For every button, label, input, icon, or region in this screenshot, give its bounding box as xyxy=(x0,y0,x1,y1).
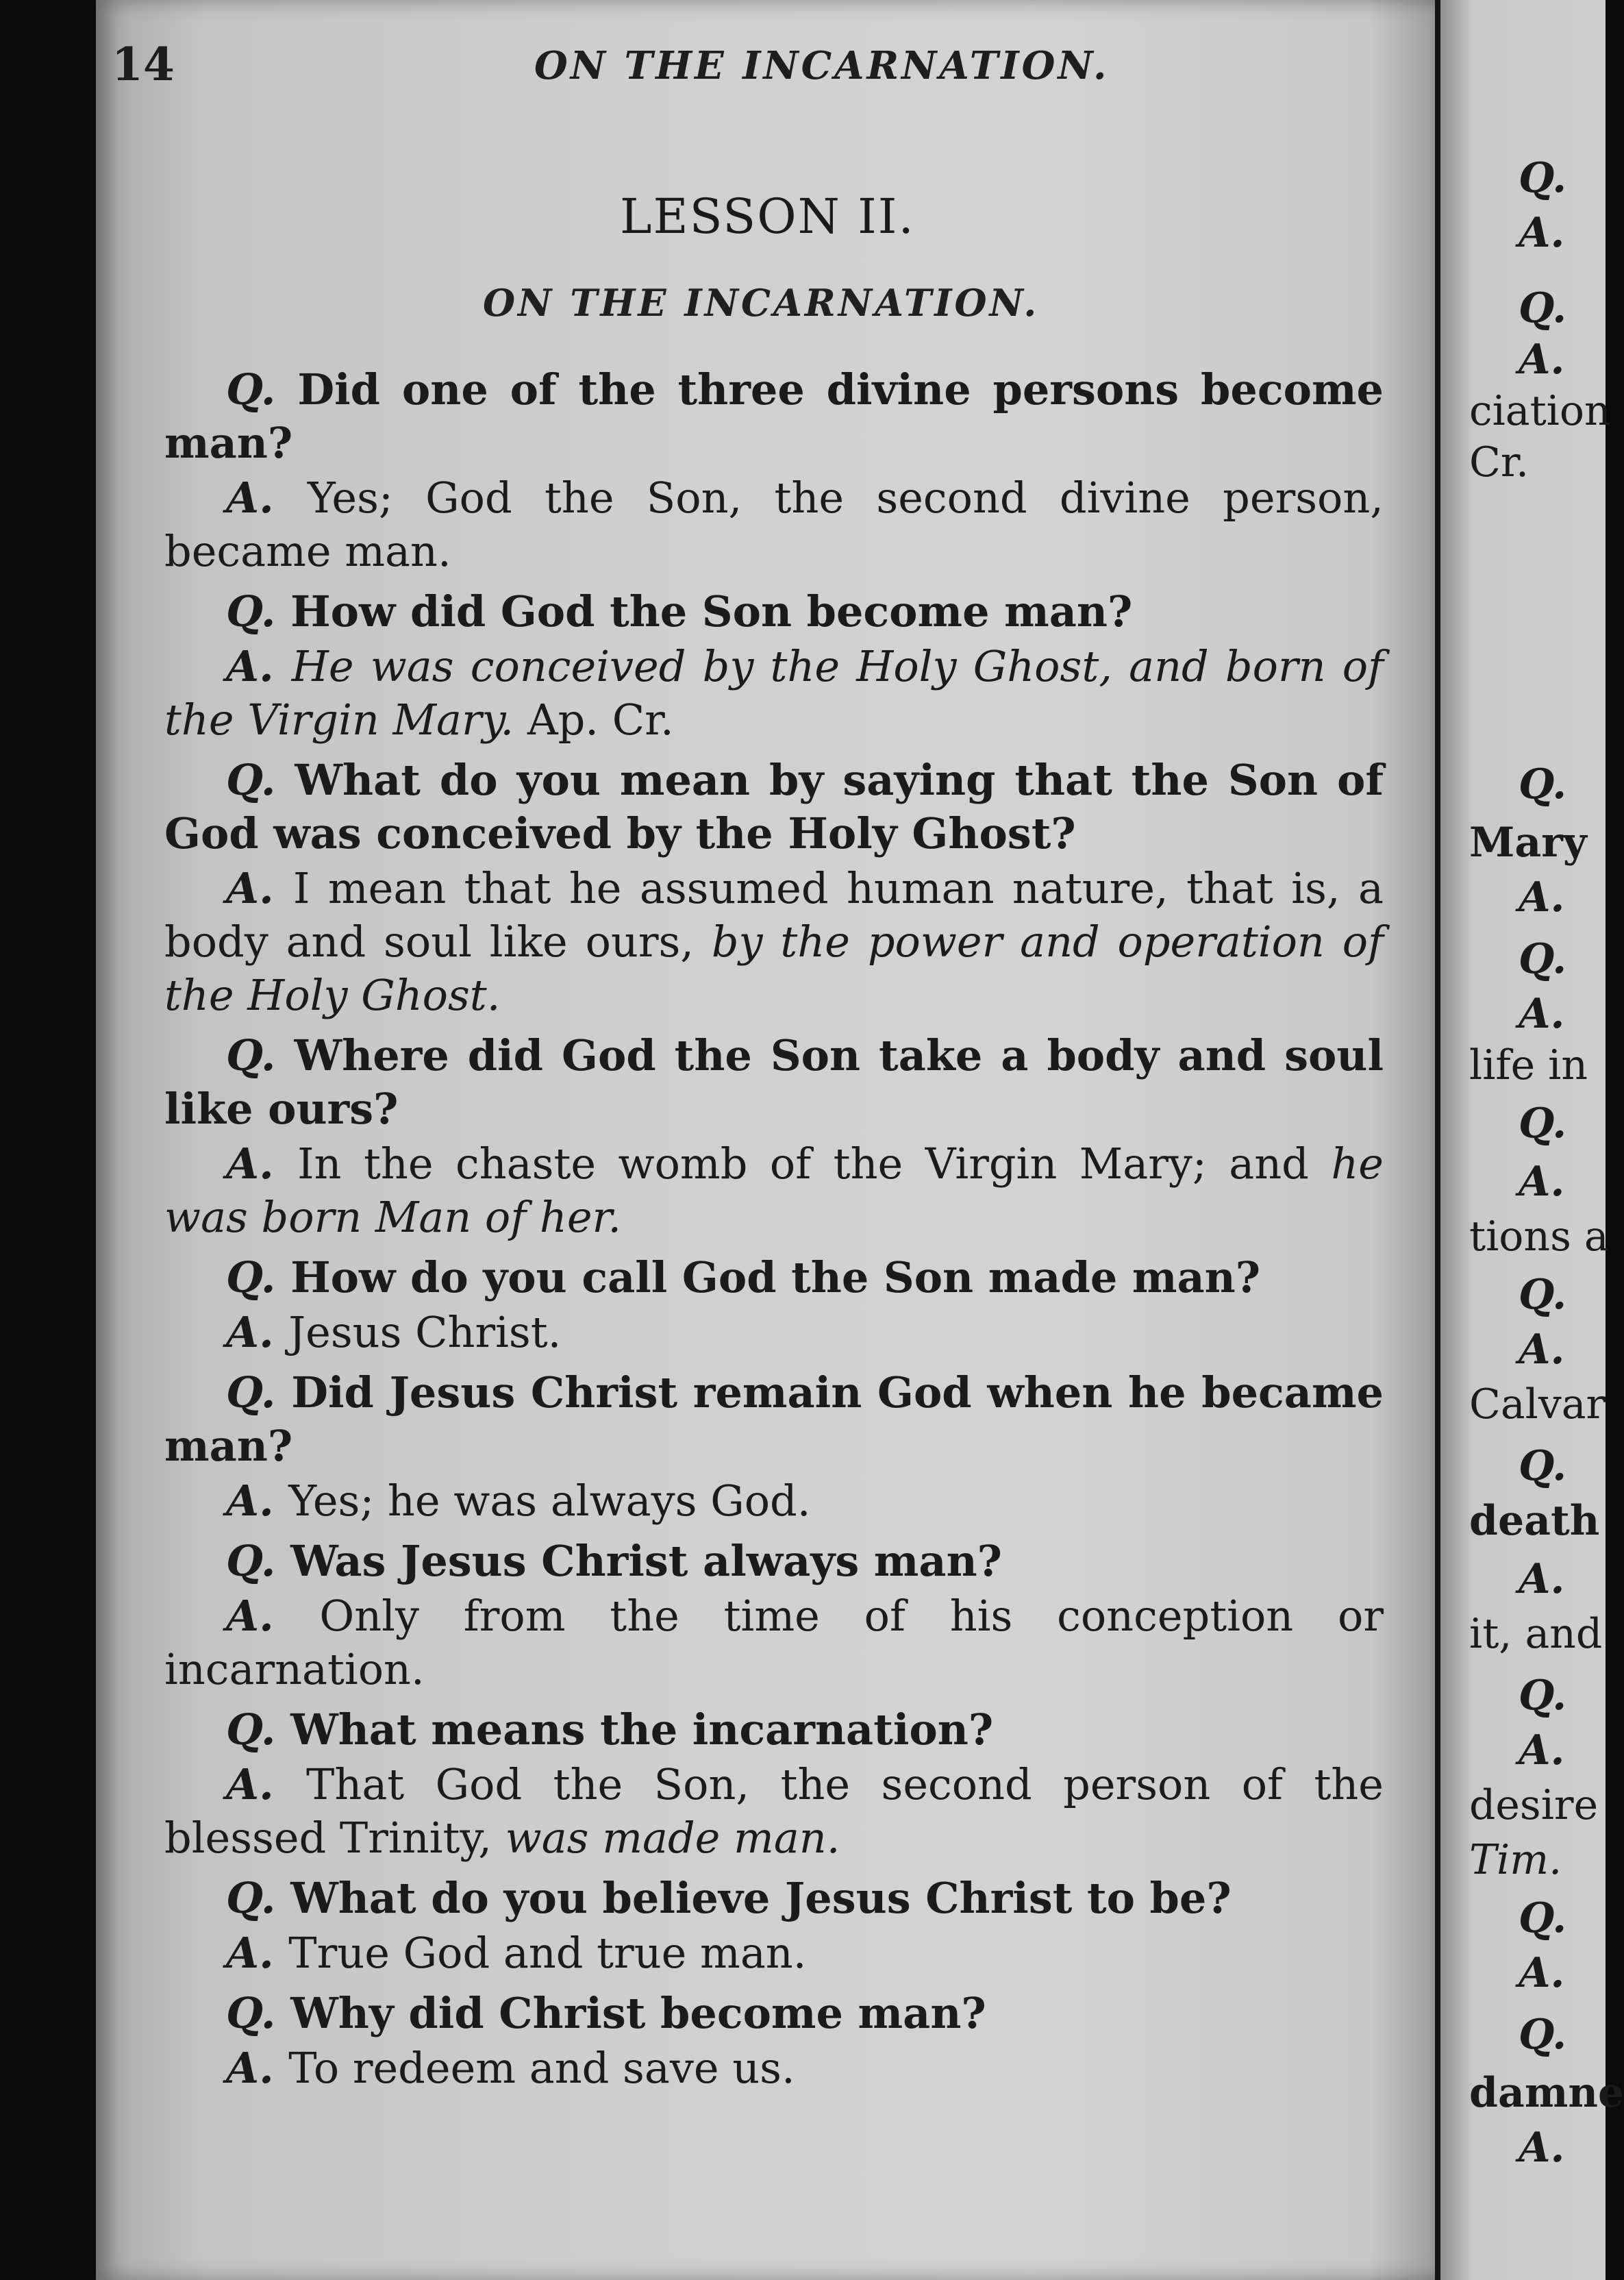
paragraph-text: Only from the time of his conception or incarnation. xyxy=(164,1591,1384,1694)
lesson-title: LESSON II. xyxy=(620,188,915,245)
paragraph-text: Did one of the three divine persons become man? xyxy=(164,364,1384,468)
right-page-fragment: Q. xyxy=(1519,760,1567,808)
right-page-fragment: Calvar xyxy=(1469,1380,1606,1428)
answer-label: A. xyxy=(226,2043,289,2093)
answer-label: A. xyxy=(226,1307,289,1357)
lesson-subtitle: ON THE INCARNATION. xyxy=(483,281,1040,325)
right-page-fragment: ciation xyxy=(1469,387,1611,435)
paragraph-text: True God and true man. xyxy=(288,1928,807,1978)
paragraph-text: How did God the Son become man? xyxy=(290,586,1133,636)
paragraph-text: What means the incarnation? xyxy=(290,1705,994,1755)
answer-paragraph xyxy=(164,1474,1384,1528)
paragraph-italic-text: he was born Man of her. xyxy=(164,1139,1384,1242)
right-page-fragment: Cr. xyxy=(1469,438,1529,486)
question-label: Q. xyxy=(226,755,295,805)
answer-label: A. xyxy=(226,1139,298,1189)
answer-label: A. xyxy=(226,1759,307,1809)
question-label: Q. xyxy=(226,1367,292,1417)
right-page-fragment: Q. xyxy=(1519,1271,1567,1319)
right-page-fragment: life in xyxy=(1469,1041,1588,1089)
right-page-fragment: A. xyxy=(1519,1158,1565,1206)
question-paragraph xyxy=(164,363,1384,470)
right-page-fragment: A. xyxy=(1519,873,1565,921)
right-page-fragment: damne xyxy=(1469,2069,1624,2117)
right-page-fragment: Q. xyxy=(1519,2011,1567,2059)
question-label: Q. xyxy=(226,1252,291,1302)
answer-paragraph xyxy=(164,1589,1384,1696)
right-page-column xyxy=(1469,0,1624,2280)
question-label: Q. xyxy=(226,1030,295,1080)
page-header xyxy=(0,38,1606,99)
running-title: ON THE INCARNATION. xyxy=(534,43,1110,88)
catechism-text xyxy=(164,356,1384,2096)
paragraph-text: Yes; he was always God. xyxy=(288,1476,811,1526)
paragraph-text: Was Jesus Christ always man? xyxy=(290,1536,1002,1586)
paragraph-text: Jesus Christ. xyxy=(288,1307,562,1357)
question-paragraph xyxy=(164,1251,1384,1304)
paragraph-text: Why did Christ become man? xyxy=(290,1988,986,2038)
question-label: Q. xyxy=(226,586,291,636)
answer-paragraph xyxy=(164,862,1384,1022)
right-page-fragment: A. xyxy=(1519,209,1565,257)
answer-paragraph xyxy=(164,1926,1384,1980)
answer-paragraph xyxy=(164,1758,1384,1865)
paragraph-text: That God the Son, the second person of the blessed Trinity, xyxy=(164,1759,1384,1863)
right-page-fragment: Mary xyxy=(1469,819,1587,867)
question-label: Q. xyxy=(226,1705,291,1755)
paragraph-text: Did Jesus Christ remain God when he became man? xyxy=(164,1367,1384,1471)
page-number: 14 xyxy=(112,38,175,91)
right-page-fragment: Q. xyxy=(1519,284,1567,332)
right-page-fragment: A. xyxy=(1519,990,1565,1038)
paragraph-text: What do you mean by saying that the Son of God was conceived by the Holy Ghost? xyxy=(164,755,1384,858)
paragraph-text: I mean that he assumed human nature, that is, a body and soul like ours, xyxy=(164,863,1384,967)
right-page-fragment: Q. xyxy=(1519,935,1567,983)
answer-paragraph xyxy=(164,640,1384,747)
right-page-fragment: Q. xyxy=(1519,154,1567,202)
question-paragraph xyxy=(164,1987,1384,2040)
right-page-fragment: A. xyxy=(1519,336,1565,384)
answer-label: A. xyxy=(226,473,308,523)
question-paragraph xyxy=(164,1029,1384,1136)
paragraph-italic-text: by the power and operation of the Holy Ghost. xyxy=(164,917,1384,1020)
paragraph-text: Where did God the Son take a body and soul like ours? xyxy=(164,1030,1384,1134)
question-label: Q. xyxy=(226,1873,291,1923)
question-label: Q. xyxy=(226,1988,291,2038)
question-label: Q. xyxy=(226,1536,291,1586)
question-label: Q. xyxy=(226,364,298,414)
right-page-fragment: Q. xyxy=(1519,1894,1567,1942)
answer-label: A. xyxy=(226,1591,320,1641)
paragraph-italic-text: He was conceived by the Holy Ghost, and born of the Virgin Mary. xyxy=(164,641,1384,745)
right-page-fragment: A. xyxy=(1519,2124,1565,2172)
right-page-fragment: Q. xyxy=(1519,1672,1567,1720)
paragraph-text: Yes; God the Son, the second divine person, became man. xyxy=(164,473,1384,576)
paragraph-text: In the chaste womb of the Virgin Mary; and xyxy=(297,1139,1332,1189)
answer-paragraph xyxy=(164,1306,1384,1359)
question-paragraph xyxy=(164,754,1384,860)
paragraph-italic-text: was made man. xyxy=(505,1813,840,1863)
question-paragraph xyxy=(164,1872,1384,1925)
answer-paragraph xyxy=(164,1137,1384,1244)
paragraph-text: What do you believe Jesus Christ to be? xyxy=(290,1873,1232,1923)
answer-paragraph xyxy=(164,2042,1384,2095)
right-page-fragment: Q. xyxy=(1519,1100,1567,1148)
right-page-fragment: it, and xyxy=(1469,1610,1603,1658)
paragraph-reference: Ap. Cr. xyxy=(514,695,674,745)
question-paragraph xyxy=(164,585,1384,639)
answer-paragraph xyxy=(164,471,1384,578)
question-paragraph xyxy=(164,1366,1384,1473)
right-page-fragment: tions a xyxy=(1469,1213,1609,1261)
right-page-fragment: A. xyxy=(1519,1726,1565,1774)
answer-label: A. xyxy=(226,641,292,691)
answer-label: A. xyxy=(226,1476,289,1526)
question-paragraph xyxy=(164,1535,1384,1588)
right-page-fragment: Tim. xyxy=(1469,1836,1562,1884)
right-page-fragment: death xyxy=(1469,1497,1600,1545)
answer-label: A. xyxy=(226,863,293,913)
right-page-fragment: A. xyxy=(1519,1949,1565,1997)
right-page-fragment: A. xyxy=(1519,1326,1565,1374)
question-paragraph xyxy=(164,1703,1384,1757)
right-page-fragment: A. xyxy=(1519,1555,1565,1603)
paragraph-text: How do you call God the Son made man? xyxy=(290,1252,1261,1302)
paragraph-text: To redeem and save us. xyxy=(288,2043,795,2093)
answer-label: A. xyxy=(226,1928,289,1978)
right-page-fragment: Q. xyxy=(1519,1442,1567,1490)
right-page-fragment: desire xyxy=(1469,1781,1599,1829)
